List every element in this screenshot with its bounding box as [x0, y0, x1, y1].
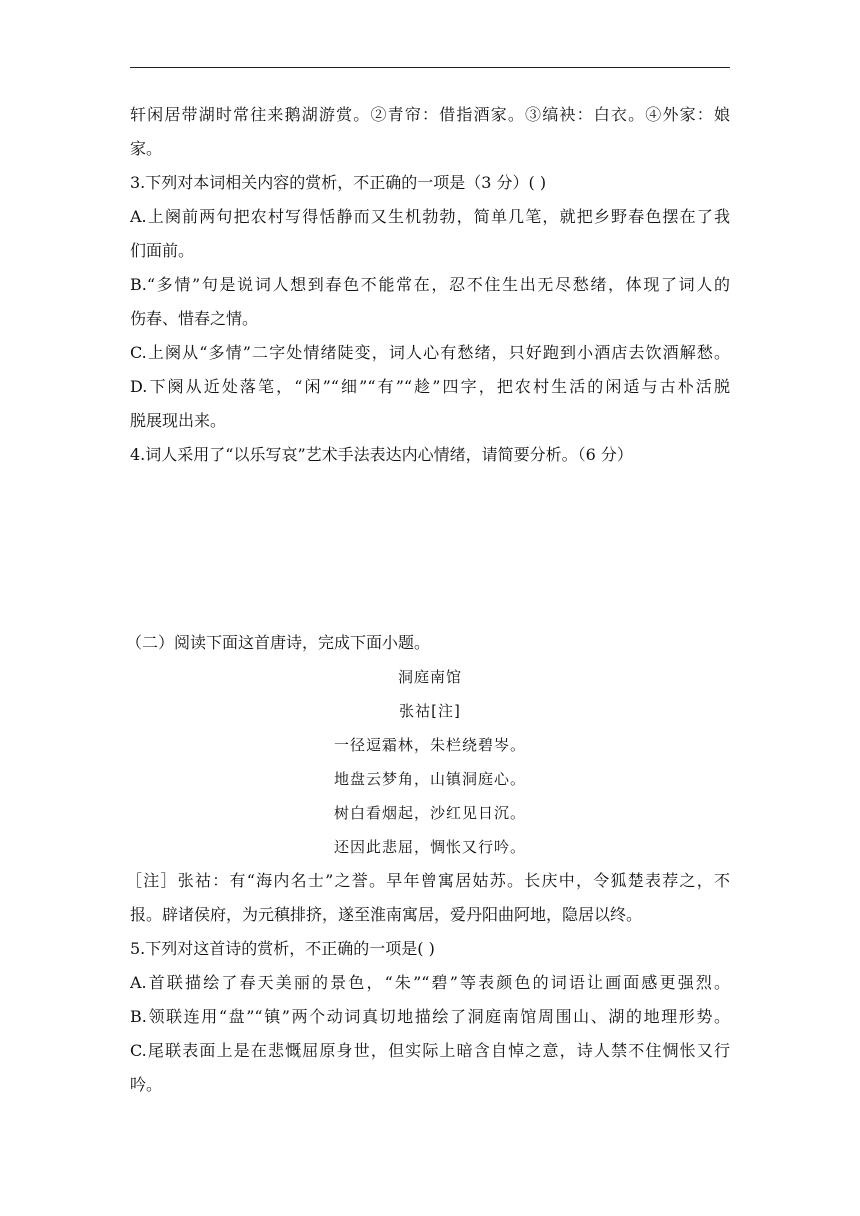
q5-option-c: C.尾联表面上是在悲慨屈原身世，但实际上暗含自悼之意，诗人禁不住惆怅又行	[130, 1041, 730, 1060]
poem-line-2: 地盘云梦角，山镇洞庭心。	[333, 770, 526, 788]
poem-note: ［注］张祜：有“海内名士”之誉。早年曾寓居姑苏。长庆中，令狐楚表荐之，不	[126, 871, 730, 890]
q3-option-b: B.“多情”句是说词人想到春色不能常在，忍不住生出无尽愁绪，体现了词人的	[130, 275, 730, 294]
poem-note-cont: 报。辟诸侯府，为元稹排挤，遂至淮南寓居，爱丹阳曲阿地，隐居以终。	[130, 905, 643, 924]
poem-line-1: 一径逗霜林，朱栏绕碧岑。	[333, 736, 526, 754]
poem-title: 洞庭南馆	[397, 668, 462, 686]
question-5: 5.下列对这首诗的赏析，不正确的一项是( )	[130, 939, 435, 958]
q5-option-a: A.首联描绘了春天美丽的景色，“朱”“碧”等表颜色的词语让画面感更强烈。	[130, 973, 730, 992]
q3-option-a: A.上阕前两句把农村写得恬静而又生机勃勃，简单几笔，就把乡野春色摆在了我	[130, 207, 730, 226]
note-continuation-end: 家。	[130, 139, 163, 158]
poem-line-4: 还因此悲屈，惆怅又行吟。	[333, 838, 526, 856]
q3-option-c: C.上阕从“多情”二字处情绪陡变，词人心有愁绪，只好跑到小酒店去饮酒解愁。	[130, 343, 730, 362]
q3-option-a-cont: 们面前。	[130, 241, 195, 260]
q3-option-b-cont: 伤春、惜春之情。	[130, 309, 259, 328]
question-4: 4.词人采用了“以乐写哀”艺术手法表达内心情绪，请简要分析。（6 分）	[130, 445, 633, 464]
page-content	[126, 98, 730, 1102]
q3-option-d-cont: 脱展现出来。	[130, 411, 227, 430]
note-continuation-line: 轩闲居带湖时常往来鹅湖游赏。②青帘：借指酒家。③缟袂：白衣。④外家：娘	[130, 105, 730, 124]
section-2-intro: （二）阅读下面这首唐诗，完成下面小题。	[126, 633, 431, 652]
q3-option-d: D.下阕从近处落笔，“闲”“细”“有”“趁”四字，把农村生活的闲适与古朴活脱	[130, 377, 730, 396]
q5-option-b: B.领联连用“盘”“镇”两个动词真切地描绘了洞庭南馆周围山、湖的地理形势。	[130, 1007, 730, 1026]
question-3: 3.下列对本词相关内容的赏析，不正确的一项是（3 分）( )	[130, 173, 547, 192]
q5-option-c-cont: 吟。	[130, 1075, 163, 1094]
answer-space	[130, 472, 730, 626]
poem-line-3: 树白看烟起，沙红见日沉。	[333, 804, 526, 822]
poem-author: 张祜[注]	[399, 702, 461, 720]
header-rule	[130, 67, 730, 68]
